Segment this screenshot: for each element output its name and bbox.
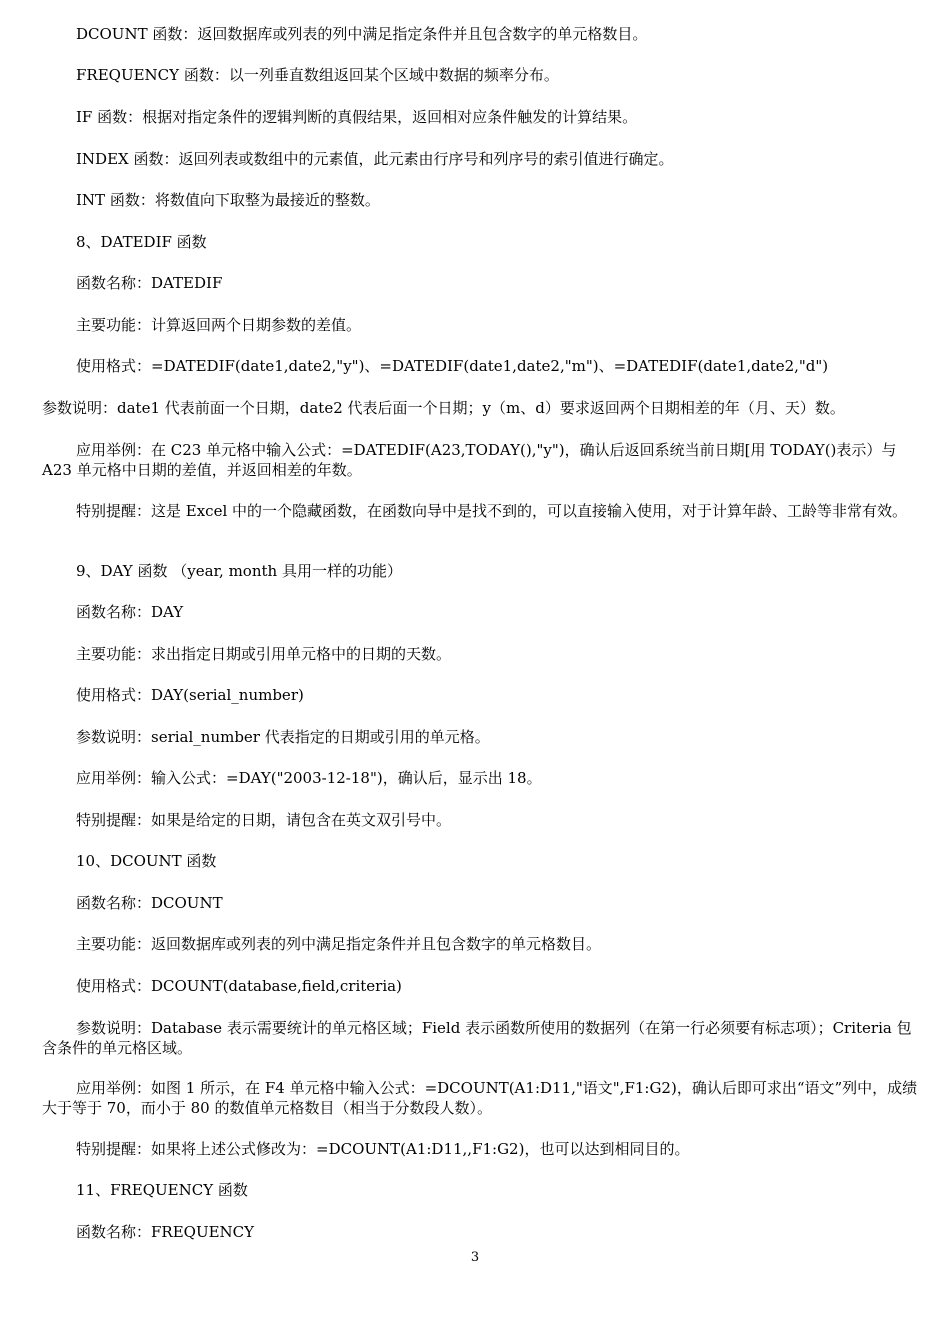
- paragraph-if-summary: IF 函数：根据对指定条件的逻辑判断的真假结果，返回相对应条件触发的计算结果。: [76, 108, 638, 126]
- paragraph-main-function: 主要功能：计算返回两个日期参数的差值。: [76, 316, 362, 334]
- paragraph-main-function: 主要功能：求出指定日期或引用单元格中的日期的天数。: [76, 645, 452, 663]
- section-heading-datedif: 8、DATEDIF 函数: [76, 233, 207, 251]
- paragraph-application-example: 应用举例：如图 1 所示，在 F4 单元格中输入公式：=DCOUNT(A1:D11,"语文",F1:G2)，确认后即可求出“语文”列中，成绩大于等于 70，而小于 80 的数值单元格数目（相当于分数段人数）。: [42, 1079, 918, 1117]
- paragraph-usage-format: 使用格式：=DATEDIF(date1,date2,"y")、=DATEDIF(date1,date2,"m")、=DATEDIF(date1,date2,"d"): [76, 357, 829, 375]
- paragraph-frequency-summary: FREQUENCY 函数：以一列垂直数组返回某个区域中数据的频率分布。: [76, 66, 559, 84]
- paragraph-index-summary: INDEX 函数：返回列表或数组中的元素值，此元素由行序号和列序号的索引值进行确定。: [76, 150, 674, 168]
- section-heading-day: 9、DAY 函数 （year, month 具用一样的功能）: [76, 562, 402, 580]
- paragraph-int-summary: INT 函数：将数值向下取整为最接近的整数。: [76, 191, 380, 209]
- section-heading-frequency: 11、FREQUENCY 函数: [76, 1181, 248, 1199]
- section-heading-dcount: 10、DCOUNT 函数: [76, 852, 217, 870]
- paragraph-usage-format: 使用格式：DCOUNT(database,field,criteria): [76, 977, 402, 995]
- paragraph-special-note: 特别提醒：如果将上述公式修改为：=DCOUNT(A1:D11,,F1:G2)，也可以达到相同目的。: [76, 1140, 690, 1158]
- paragraph-function-name: 函数名称：DATEDIF: [76, 274, 223, 292]
- paragraph-parameter-description: 参数说明：Database 表示需要统计的单元格区域；Field 表示函数所使用的数据列（在第一行必须要有标志项）；Criteria 包含条件的单元格区域。: [42, 1019, 912, 1057]
- paragraph-special-note: 特别提醒：这是 Excel 中的一个隐藏函数，在函数向导中是找不到的，可以直接输入使用，对于计算年龄、工龄等非常有效。: [76, 502, 908, 520]
- paragraph-application-example: 应用举例：在 C23 单元格中输入公式：=DATEDIF(A23,TODAY(),"y")，确认后返回系统当前日期[用 TODAY()表示）与 A23 单元格中日期的差值，并返回相差的年数。: [42, 441, 897, 479]
- paragraph-function-name: 函数名称：DCOUNT: [76, 894, 223, 912]
- paragraph-application-example: 应用举例：输入公式：=DAY("2003-12-18")，确认后，显示出 18。: [76, 769, 542, 787]
- paragraph-usage-format: 使用格式：DAY(serial_number): [76, 686, 304, 704]
- paragraph-parameter-description: 参数说明：serial_number 代表指定的日期或引用的单元格。: [76, 728, 490, 746]
- paragraph-main-function: 主要功能：返回数据库或列表的列中满足指定条件并且包含数字的单元格数目。: [76, 935, 602, 953]
- paragraph-dcount-summary: DCOUNT 函数：返回数据库或列表的列中满足指定条件并且包含数字的单元格数目。: [76, 25, 648, 43]
- paragraph-function-name: 函数名称：DAY: [76, 603, 184, 621]
- paragraph-parameter-description: 参数说明：date1 代表前面一个日期，date2 代表后面一个日期；y（m、d）要求返回两个日期相差的年（月、天）数。: [42, 399, 845, 417]
- page-number: 3: [470, 1250, 480, 1265]
- paragraph-special-note: 特别提醒：如果是给定的日期，请包含在英文双引号中。: [76, 811, 452, 829]
- paragraph-function-name: 函数名称：FREQUENCY: [76, 1223, 255, 1241]
